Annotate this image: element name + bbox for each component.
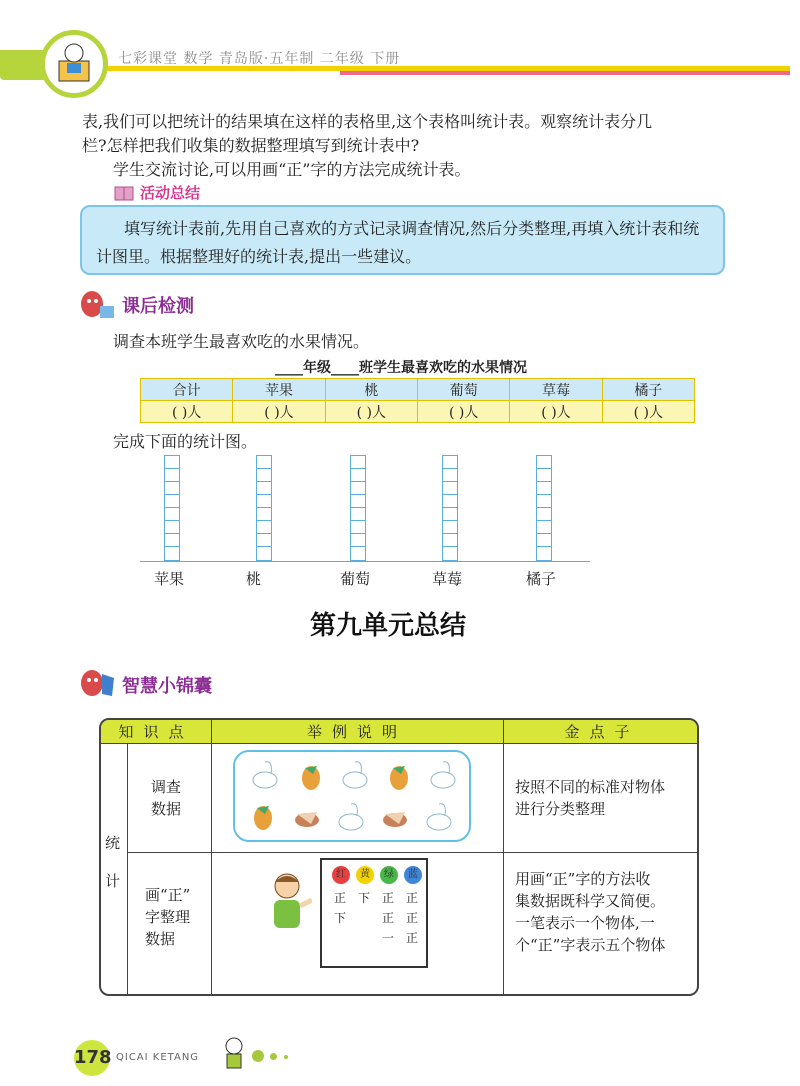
fruit-header: 草莓 [510,379,602,401]
chart-x-label: 苹果 [154,570,185,588]
after-class-prompt: 调查本班学生最喜欢吃的水果情况。 [113,332,370,351]
intro-line-3: 学生交流讨论,可以用画“正”字的方法完成统计表。 [113,160,471,179]
fruit-count-blank[interactable]: ( )人 [141,401,233,423]
header-stripe-pink [340,71,790,75]
intro-line-2: 栏?怎样把我们收集的数据整理填写到统计表中? [82,136,420,155]
swan-icon [343,762,367,788]
tally-mark: 下 [334,911,347,925]
chart-x-label: 橘子 [526,570,557,588]
chart-cell[interactable] [537,456,551,469]
chart-cell[interactable] [537,521,551,534]
row2-tip: 集数据既科学又简便。 [515,892,666,910]
chart-cell[interactable] [351,495,365,508]
chart-column[interactable] [442,455,458,561]
header-logo [40,30,108,98]
tally-mark: 正 [334,891,347,905]
table-divider [127,744,128,996]
knowledge-col-header: 知识点 [118,723,194,741]
parrot-icon [390,766,408,790]
row2-topic: 字整理 [145,908,191,926]
page-number: 178 [74,1040,110,1076]
tally-mark: 正 [406,891,419,905]
birds-illustration [235,752,469,840]
chart-cell[interactable] [257,495,271,508]
chart-cell[interactable] [257,521,271,534]
chart-cell[interactable] [537,534,551,547]
fruit-count-blank[interactable]: ( )人 [233,401,325,423]
sorting-illustration [233,750,471,842]
balloon-icon: 红 [332,866,350,884]
fruit-mascot-icon [76,664,118,700]
parrot-icon [254,806,272,830]
chart-cell[interactable] [165,521,179,534]
fruit-count-blank[interactable]: ( )人 [602,401,694,423]
chart-cell[interactable] [165,547,179,560]
chart-x-label: 桃 [246,570,262,588]
chart-x-label: 葡萄 [340,570,371,588]
chart-cell[interactable] [351,482,365,495]
row2-tip: 个“正”字表示五个物体 [515,936,666,954]
chart-cell[interactable] [443,495,457,508]
tally-mark: 正 [382,891,395,905]
fruit-header: 橘子 [602,379,694,401]
chart-cell[interactable] [351,521,365,534]
chart-column[interactable] [256,455,272,561]
row1-tip: 进行分类整理 [515,800,606,818]
footer-brand: QICAI KETANG [116,1052,200,1063]
tally-mark: 正 [382,911,395,925]
decor-dot [270,1053,277,1060]
row1-topic: 数据 [151,800,182,818]
chart-cell[interactable] [165,495,179,508]
fruit-count-blank[interactable]: ( )人 [417,401,509,423]
chart-cell[interactable] [443,469,457,482]
chart-cell[interactable] [165,482,179,495]
chart-cell[interactable] [537,482,551,495]
unit-summary-title: 第九单元总结 [310,611,467,641]
chart-cell[interactable] [257,482,271,495]
tally-poster [320,858,428,968]
example-col-header: 举例说明 [306,723,407,741]
tally-mark: 正 [406,911,419,925]
chart-cell[interactable] [257,534,271,547]
swan-icon [431,762,455,788]
fruit-header: 苹果 [233,379,325,401]
swan-icon [339,804,363,830]
chart-cell[interactable] [165,469,179,482]
fruit-count-blank[interactable]: ( )人 [325,401,417,423]
chart-cell[interactable] [165,508,179,521]
chart-cell[interactable] [351,547,365,560]
fruit-header: 葡萄 [417,379,509,401]
tip-col-header: 金点子 [564,723,640,741]
chart-column[interactable] [536,455,552,561]
chart-cell[interactable] [351,534,365,547]
table-divider [503,720,504,996]
after-class-heading: 课后检测 [122,296,194,317]
tally-mark: 一 [382,931,395,945]
chart-x-label: 草莓 [432,570,463,588]
fruit-count-blank[interactable]: ( )人 [510,401,602,423]
chart-cell[interactable] [537,495,551,508]
decor-dot [252,1050,264,1062]
swan-icon [253,762,277,788]
chart-cell[interactable] [443,482,457,495]
chart-column[interactable] [350,455,366,561]
chart-baseline [140,561,590,562]
balloon-icon: 绿 [380,866,398,884]
chart-cell[interactable] [257,508,271,521]
chart-cell[interactable] [443,547,457,560]
fruit-header: 桃 [325,379,417,401]
activity-summary-box: 填写统计表前,先用自己喜欢的方式记录调查情况,然后分类整理,再填入统计表和统计图里。根据整理好的统计表,提出一些建议。 [80,205,725,275]
balloon-icon: 黄 [356,866,374,884]
chart-cell[interactable] [443,534,457,547]
dove-icon [383,812,407,827]
row2-topic: 画“正” [145,886,191,904]
fruit-table-title: ____年级____班学生最喜欢吃的水果情况 [275,360,527,376]
table-divider [127,852,699,853]
swan-icon [427,804,451,830]
dove-icon [295,812,319,827]
chart-cell[interactable] [165,456,179,469]
chart-cell[interactable] [537,547,551,560]
boy-illustration [262,870,312,938]
chart-cell[interactable] [351,508,365,521]
chart-cell[interactable] [443,521,457,534]
intro-line-1: 表,我们可以把统计的结果填在这样的表格里,这个表格叫统计表。观察统计表分几 [82,112,653,131]
chart-cell[interactable] [257,469,271,482]
row2-topic: 数据 [145,930,176,948]
tally-mark: 下 [358,891,371,905]
kid-mascot-icon [222,1036,246,1070]
chart-cell[interactable] [537,469,551,482]
parrot-icon [302,766,320,790]
category-char: 计 [105,872,121,890]
chart-cell[interactable] [537,508,551,521]
row1-tip: 按照不同的标准对物体 [515,778,666,796]
chart-cell[interactable] [257,456,271,469]
book-icon [114,184,136,202]
tally-mark: 正 [406,931,419,945]
chart-prompt: 完成下面的统计图。 [113,432,258,451]
balloon-icon: 蓝 [404,866,422,884]
row2-tip: 用画“正”字的方法收 [515,870,651,888]
activity-summary-heading: 活动总结 [140,184,201,202]
chart-column[interactable] [164,455,180,561]
row1-topic: 调查 [151,778,182,796]
chart-cell[interactable] [443,456,457,469]
chart-cell[interactable] [257,547,271,560]
chart-cell[interactable] [443,508,457,521]
chart-cell[interactable] [351,456,365,469]
row2-tip: 一笔表示一个物体,一 [515,914,655,932]
fruit-header: 合计 [141,379,233,401]
chart-cell[interactable] [351,469,365,482]
tips-heading: 智慧小锦囊 [122,676,212,697]
fruit-mascot-icon [76,286,116,320]
kid-reading-icon [45,35,103,93]
chart-cell[interactable] [165,534,179,547]
table-divider [211,720,212,996]
category-char: 统 [105,834,121,852]
decor-dot [284,1055,288,1059]
series-title: 七彩课堂 数学 青岛版·五年制 二年级 下册 [118,51,401,67]
fruit-table [140,378,695,423]
